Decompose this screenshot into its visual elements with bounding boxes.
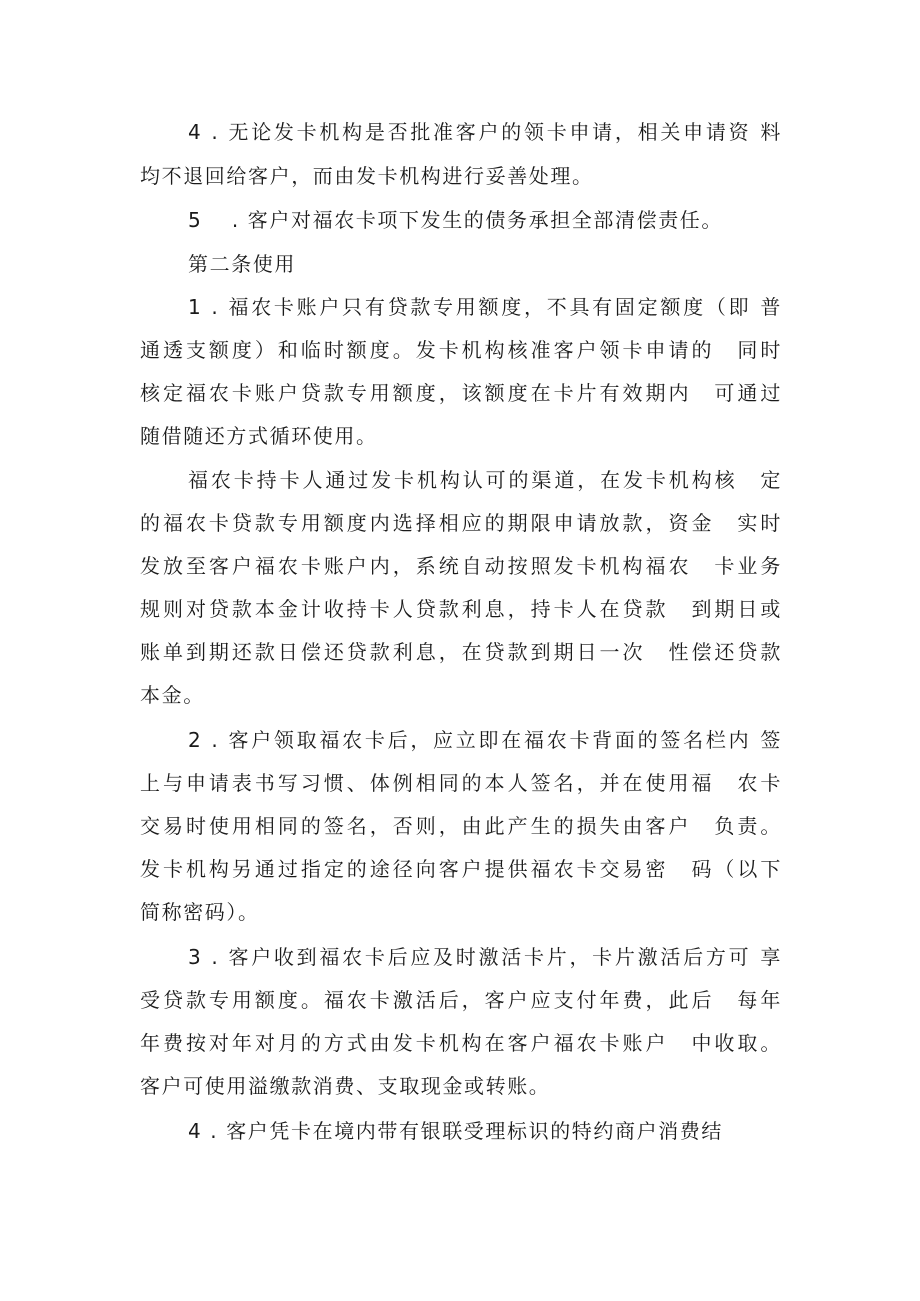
paragraph-line: 的福农卡贷款专用额度内选择相应的期限申请放款，资金 实时	[140, 511, 782, 535]
paragraph-line: 核定福农卡账户贷款专用额度，该额度在卡片有效期内 可通过	[140, 381, 782, 405]
paragraph-line: 1 . 福农卡账户只有贷款专用额度，不具有固定额度（即 普	[188, 295, 782, 319]
paragraph-line: 福农卡持卡人通过发卡机构认可的渠道，在发卡机构核 定	[188, 468, 782, 492]
paragraph-line: 4 . 客户凭卡在境内带有银联受理标识的特约商户消费结	[188, 1119, 723, 1143]
paragraph-line: 2 . 客户领取福农卡后，应立即在福农卡背面的签名栏内 签	[188, 728, 782, 752]
section-heading: 第二条使用	[188, 252, 296, 276]
paragraph-line: 发卡机构另通过指定的途径向客户提供福农卡交易密 码（以下	[140, 857, 782, 881]
paragraph-line: 年费按对年对月的方式由发卡机构在客户福农卡账户 中收取。	[140, 1031, 782, 1055]
paragraph-line: 账单到期还款日偿还贷款利息，在贷款到期日一次 性偿还贷款	[140, 640, 782, 664]
paragraph-line: 交易时使用相同的签名，否则，由此产生的损失由客户 负责。	[140, 814, 782, 838]
paragraph-line: 通透支额度）和临时额度。发卡机构核准客户领卡申请的 同时	[140, 338, 782, 362]
paragraph-line: 客户可使用溢缴款消费、支取现金或转账。	[140, 1074, 551, 1098]
paragraph-line: 5 . 客户对福农卡项下发生的债务承担全部清偿责任。	[188, 208, 723, 232]
paragraph-line: 规则对贷款本金计收持卡人贷款利息，持卡人在贷款 到期日或	[140, 597, 782, 621]
paragraph-line: 受贷款专用额度。福农卡激活后，客户应支付年费，此后 每年	[140, 988, 782, 1012]
paragraph-line: 本金。	[140, 683, 205, 707]
paragraph-line: 3 . 客户收到福农卡后应及时激活卡片，卡片激活后方可 享	[188, 945, 782, 969]
paragraph-line: 简称密码）。	[140, 900, 260, 924]
paragraph-line: 4 . 无论发卡机构是否批准客户的领卡申请，相关申请资 料	[188, 120, 782, 144]
paragraph-line: 上与申请表书写习惯、体例相同的本人签名，并在使用福 农卡	[140, 771, 782, 795]
paragraph-line: 发放至客户福农卡账户内，系统自动按照发卡机构福农 卡业务	[140, 554, 782, 578]
paragraph-line: 随借随还方式循环使用。	[140, 424, 378, 448]
paragraph-line: 均不退回给客户，而由发卡机构进行妥善处理。	[140, 164, 594, 188]
